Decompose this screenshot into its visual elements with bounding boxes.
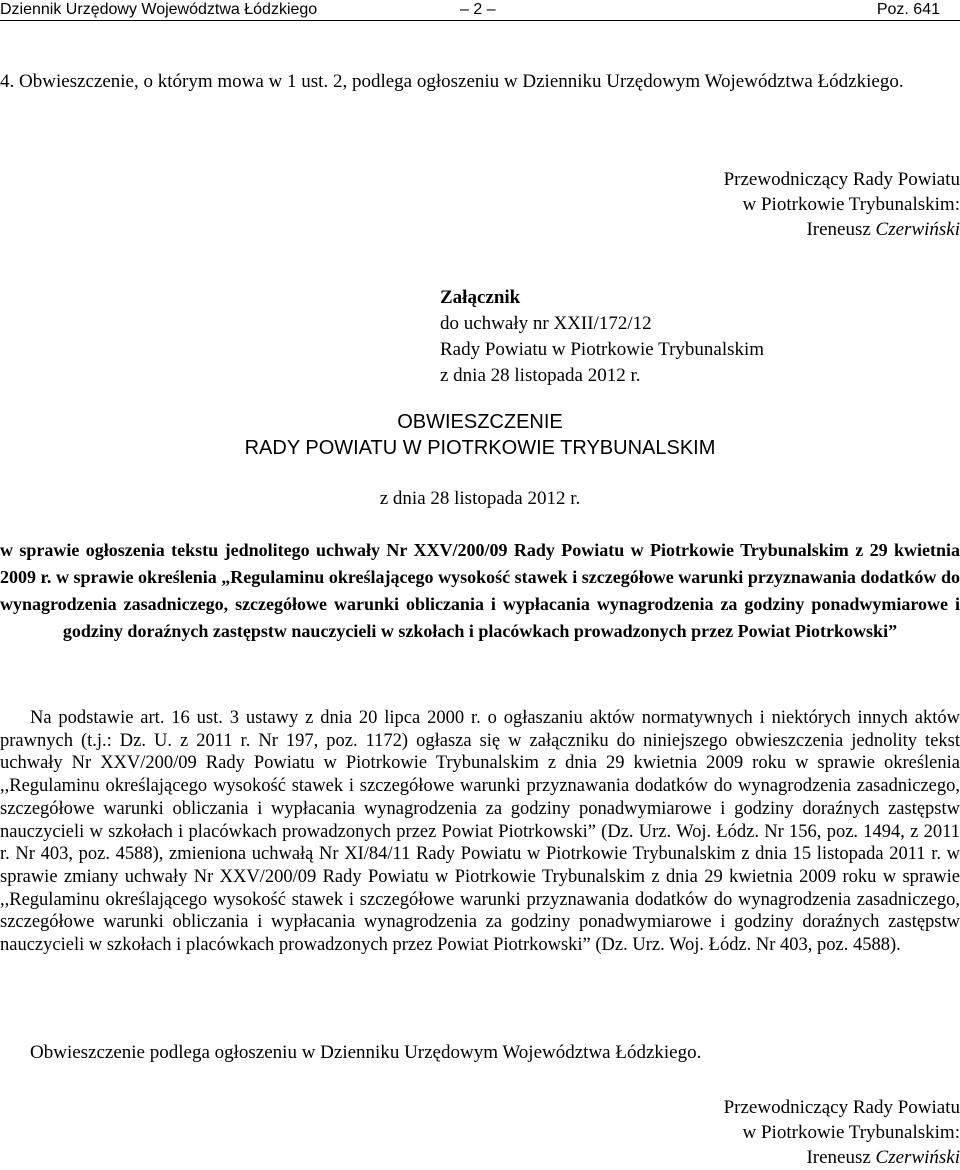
signature-last-name: Czerwiński	[875, 1147, 960, 1168]
notice-subject	[0, 537, 960, 645]
attachment-date: z dnia 28 listopada 2012 r.	[440, 365, 641, 386]
position-number: Poz. 641	[876, 1, 940, 18]
signature-top	[640, 167, 960, 242]
paragraph-4: 4. Obwieszczenie, o którym mowa w 1 ust. 2, podlega ogłoszeniu w Dzienniku Urzędowym Województwa Łódzkiego.	[0, 71, 904, 92]
signature-role: Przewodniczący Rady Powiatu	[723, 169, 960, 190]
signature-place: w Piotrkowie Trybunalskim:	[742, 194, 960, 215]
body-paragraph: Na podstawie art. 16 ust. 3 ustawy z dnia 20 lipca 2000 r. o ogłaszaniu aktów normatywnych i niektórych innych aktów prawnych (t.j.: Dz. U. z 2011 r. Nr 197, poz. 1172) ogłasza się w załączniku do niniejszego obwieszczenia jednolity tekst uchwały Nr XXV/200/09 Rady Powiatu w Piotrkowie Trybunalskim z dnia 29 kwietnia 2009 roku w sprawie określenia ,,Regulaminu określającego wysokość stawek i szczegółowe warunki przyznawania dodatków do wynagrodzenia zasadniczego, szczegółowe warunki obliczania i wypłacania wynagrodzenia za godziny ponadwymiarowe i godziny doraźnych zastępstw nauczycieli w szkołach i placówkach prowadzonych przez Powiat Piotrkowski” (Dz. Urz. Woj. Łódz. Nr 156, poz. 1494, z 2011 r. Nr 403, poz. 4588), zmieniona uchwałą Nr XI/84/11 Rady Powiatu w Piotrkowie Trybunalskim z dnia 15 listopada 2011 r. w sprawie zmiany uchwały Nr XXV/200/09 Rady Powiatu w Piotrkowie Trybunalskim z dnia 29 kwietnia 2009 roku w sprawie ,,Regulaminu określającego wysokość stawek i szczegółowe warunki przyznawania dodatków do wynagrodzenia zasadniczego, szczegółowe warunki obliczania i wypłacania wynagrodzenia za godziny ponadwymiarowe i godziny doraźnych zastępstw nauczycieli w szkołach i placówkach prowadzonych przez Powiat Piotrkowski” (Dz. Urz. Woj. Łódz. Nr 403, poz. 4588).	[0, 708, 960, 956]
journal-title: Dziennik Urzędowy Województwa Łódzkiego	[0, 1, 318, 18]
signature-role: Przewodniczący Rady Powiatu	[723, 1097, 960, 1118]
signature-first-name: Ireneusz	[806, 219, 871, 240]
signature-name	[640, 217, 960, 242]
attachment-block	[440, 285, 950, 389]
signature-last-name: Czerwiński	[875, 219, 960, 240]
signature-first-name: Ireneusz	[806, 1147, 871, 1168]
signature-place: w Piotrkowie Trybunalskim:	[742, 1122, 960, 1143]
page-header	[0, 0, 960, 21]
notice-subtitle: RADY POWIATU W PIOTRKOWIE TRYBUNALSKIM	[244, 437, 716, 459]
signature-name	[640, 1145, 960, 1170]
attachment-label: Załącznik	[440, 287, 521, 308]
page-number: – 2 –	[460, 1, 496, 18]
notice-date: z dnia 28 listopada 2012 r.	[379, 488, 581, 509]
signature-bottom	[640, 1095, 960, 1170]
notice-title: OBWIESZCZENIE	[397, 411, 563, 433]
attachment-council: Rady Powiatu w Piotrkowie Trybunalskim	[440, 339, 765, 360]
subject-text: w sprawie ogłoszenia tekstu jednolitego uchwały Nr XXV/200/09 Rady Powiatu w Piotrkowie Trybunalskim z 29 kwietnia 2009 r. w sprawie określenia „Regulaminu określającego wysokość stawek i szczegółowe warunki przyznawania dodatków do wynagrodzenia zasadniczego, szczegółowe warunki obliczania i wypłacania wynagrodzenia za godziny ponadwymiarowe i godziny doraźnych zastępstw nauczycieli w szkołach i placówkach prowadzonych przez Powiat Piotrkowski”	[0, 540, 960, 641]
notice-body	[0, 707, 960, 957]
closing-sentence: Obwieszczenie podlega ogłoszeniu w Dzienniku Urzędowym Województwa Łódzkiego.	[30, 1042, 702, 1063]
attachment-resolution: do uchwały nr XXII/172/12	[440, 313, 652, 334]
